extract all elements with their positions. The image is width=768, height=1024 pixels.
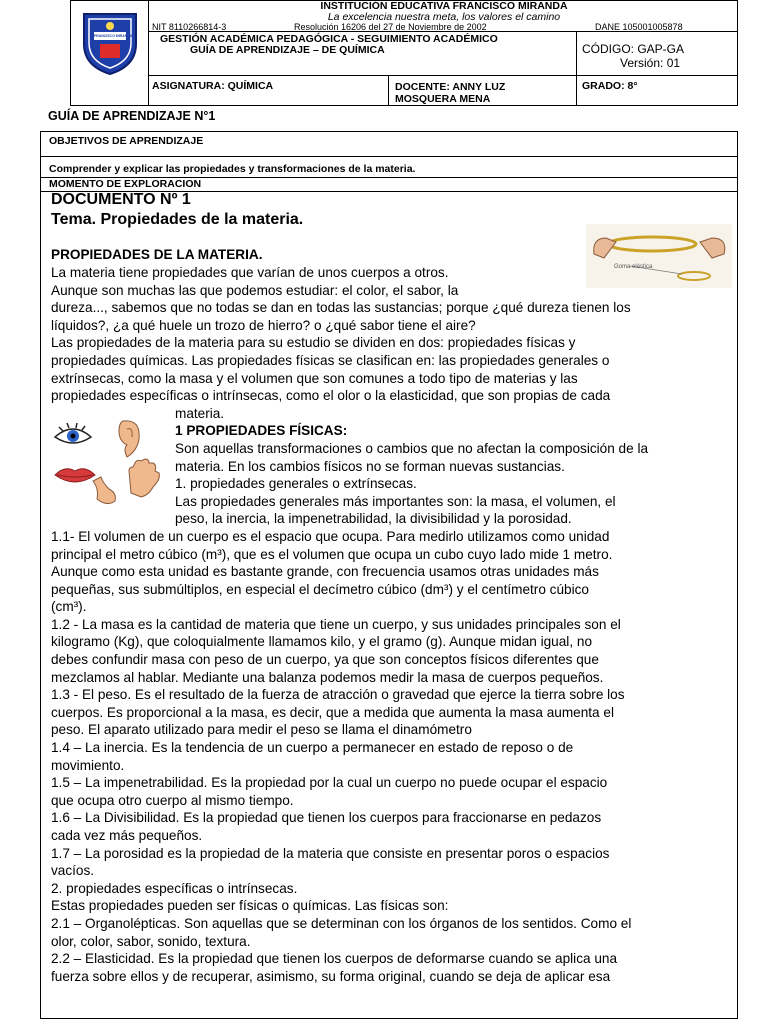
text-line: dureza..., sabemos que no todas se dan en todas las sustancias; porque ¿qué dureza tienen los [51,300,631,316]
document-box [40,131,738,1019]
section-title: PROPIEDADES DE LA MATERIA. [51,247,263,262]
text-line: propiedades químicas. Las propiedades físicas se clasifican en: las propiedades generales o [51,352,610,368]
text-line: líquidos?, ¿a qué huele un trozo de hierro? o ¿qué sabor tiene el aire? [51,317,476,333]
text-line: vacíos. [51,863,95,879]
nit: NIT 8110266814-3 [152,22,227,32]
text-line: propiedades específicas o intrínsecas, como el olor o la elasticidad, que son propias de cada [51,388,611,404]
text-line: Las propiedades generales más importantes son: la masa, el volumen, el [175,493,616,509]
text-line: 1.1- El volumen de un cuerpo es el espacio que ocupa. Para medirlo utilizamos como unidad [51,528,610,544]
text-line: pequeñas, sus submúltiplos, en especial el decímetro cúbico (dm³) y el centímetro cúbico [51,581,589,597]
text-line: kilogramo (Kg), que coloquialmente llamamos kilo, y el gramo (g). Aunque midan igual, no [51,634,593,650]
version: Versión: 01 [620,56,681,70]
teacher-line2: MOSQUERA MENA [395,93,491,105]
text-line: movimiento. [51,757,125,773]
subject: ASIGNATURA: QUÍMICA [152,80,274,92]
guide-title: GUÍA DE APRENDIZAJE – DE QUÍMICA [190,44,385,56]
text-line: Aunque como esta unidad es bastante grande, con frecuencia usamos otras unidades más [51,564,599,580]
text-line: 1.2 - La masa es la cantidad de materia que tiene un cuerpo, y sus unidades principales son el [51,616,621,632]
text-line: cuerpos. Es proporcional a la masa, es decir, que a medida que aumenta la masa aumenta el [51,704,614,720]
text-line: cada vez más pequeños. [51,828,203,843]
dane: DANE 105001005878 [595,22,683,32]
code-label: CÓDIGO: GAP-GA [582,42,685,56]
text-line: peso. El aparato utilizado para medir el peso se llama el dinamómetro [51,722,472,738]
teacher-line1: DOCENTE: ANNY LUZ [395,81,506,93]
text-line: Las propiedades de la materia para su estudio se dividen en dos: propiedades físicas y [51,335,576,351]
text-line: fuerza sobre ellos y de recuperar, asimismo, su forma original, cuando se deja de aplicar esa [51,968,611,984]
text-line: 1.4 – La inercia. Es la tendencia de un cuerpo a permanecer en estado de reposo o de [51,740,574,756]
main-text [51,264,731,985]
text-line: materia. [175,405,225,421]
text-line: (cm³). [51,599,87,615]
text-line: 1.6 – La Divisibilidad. Es la propiedad que tienen los cuerpos para fraccionarse en pedazos [51,810,602,826]
topic: Tema. Propiedades de la materia. [51,211,304,228]
logo-text: FRANCISCO MIRANDA [94,34,133,38]
guide-heading: GUÍA DE APRENDIZAJE N°1 [48,109,216,123]
moment-label: MOMENTO DE EXPLORACION [41,178,737,192]
text-line: peso, la inercia, la impenetrabilidad, la divisibilidad y la porosidad. [175,511,572,527]
text-line: 1.3 - El peso. Es el resultado de la fuerza de atracción o gravedad que ejerce la tierra sobre los [51,687,625,703]
text-line: extrínsecas, como la masa y el volumen que son comunes a todo tipo de materias y las [51,370,578,386]
text-line: La materia tiene propiedades que varían de unos cuerpos a otros. [51,265,449,280]
text-line: principal el metro cúbico (m³), que es el volumen que ocupa un cubo cuyo lado mide 1 metro. [51,546,613,562]
management-title: GESTIÓN ACADÉMICA PEDAGÓGICA - SEGUIMIENTO ACADÉMICO [160,33,498,45]
text-line: 1.5 – La impenetrabilidad. Es la propiedad por la cual un cuerpo no puede ocupar el espacio [51,775,608,791]
text-line: 1.7 – La porosidad es la propiedad de la materia que consiste en presentar poros o espacios [51,845,610,861]
text-line: que ocupa otro cuerpo al mismo tiempo. [51,792,294,808]
text-line: mezclamos al hablar. Mediante una balanza podemos medir la masa de cuerpos pequeños. [51,669,604,685]
grade: GRADO: 8° [582,80,638,92]
text-line: Aunque son muchas las que podemos estudiar: el color, el sabor, la [51,282,459,298]
objectives-label: OBJETIVOS DE APRENDIZAJE [41,132,737,157]
rubber-caption: Goma elástica [614,264,653,270]
motto: La excelencia nuestra meta, los valores el camino [327,11,561,23]
institution-name: INSTITUCIÓN EDUCATIVA FRANCISCO MIRANDA [320,0,568,12]
text-line: Son aquellas transformaciones o cambios que no afectan la composición de la [175,440,649,456]
text-line: 2.1 – Organolépticas. Son aquellas que se determinan con los órganos de los sentidos. Como el [51,915,632,931]
school-logo [80,10,140,76]
doc-number: DOCUMENTO Nº 1 [51,191,191,208]
physical-properties-title: 1 PROPIEDADES FÍSICAS: [175,423,348,439]
text-line: materia. En los cambios físicos no se forman nuevas sustancias. [175,458,565,474]
text-line: 2.2 – Elasticidad. Es la propiedad que tienen los cuerpos de deformarse cuando se aplica una [51,951,618,967]
text-line: debes confundir masa con peso de un cuerpo, ya que son conceptos físicos diferentes que [51,652,599,668]
text-line: 1. propiedades generales o extrínsecas. [175,476,417,492]
code [582,42,684,56]
objective-text: Comprender y explicar las propiedades y transformaciones de la materia. [41,157,737,178]
text-line: 2. propiedades específicas o intrínsecas. [51,880,298,896]
text-line: Estas propiedades pueden ser físicas o químicas. Las físicas son: [51,898,449,914]
text-line: olor, color, sabor, sonido, textura. [51,933,251,949]
resolution: Resolución 16206 del 27 de Noviembre de 2002 [294,22,487,32]
